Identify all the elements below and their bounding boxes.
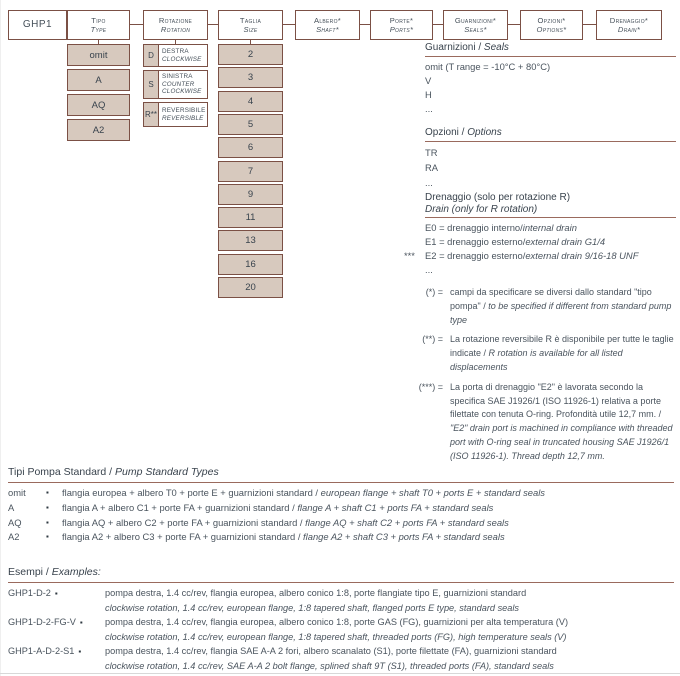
seals-section-title — [425, 42, 676, 54]
example-code — [8, 615, 105, 644]
example-row-2 — [8, 615, 674, 644]
rotation-desc — [159, 71, 207, 98]
title-it: Esempi / — [8, 566, 49, 578]
example-code-label: GHP1-D-2 — [8, 588, 51, 598]
header-label-en: Shaft* — [316, 25, 339, 34]
footnote-text-en: R rotation is available for all listed displacements — [450, 348, 623, 372]
header-box-taglia — [218, 10, 283, 40]
pump-type-row-omit — [8, 486, 674, 501]
size-option — [218, 137, 283, 158]
rotation-code: D — [144, 45, 159, 66]
header-label-it: Guarnizioni* — [454, 15, 497, 25]
header-box-albero — [295, 10, 360, 40]
connector-dash — [360, 24, 370, 25]
size-option — [218, 67, 283, 88]
pump-type-desc-en: flange A + shaft C1 + ports FA + standard seals — [297, 501, 494, 513]
footnote-label: (***) = — [418, 381, 443, 392]
drain-item-en: external drain 9/16-18 UNF — [525, 250, 639, 261]
examples-title — [8, 566, 674, 579]
size-label: 4 — [247, 96, 254, 107]
page-left-edge — [0, 0, 1, 676]
options-item: ... — [425, 177, 433, 188]
options-section — [425, 127, 676, 190]
title-it: Tipi Pompa Standard / — [8, 466, 113, 478]
drain-item-ellipsis — [425, 263, 676, 277]
footnote-text-it: campi da specificare se diversi dallo standard "tipo pompa" / — [450, 287, 652, 311]
example-desc-it: pompa destra, 1.4 cc/rev, flangia europea, albero conico 1:8, porte flangiate tipo E, guarnizioni standard — [105, 588, 527, 598]
drain-item-it: E0 = drenaggio interno/ — [425, 222, 523, 233]
rotation-desc-en: COUNTER CLOCKWISE — [162, 80, 202, 96]
option-label: A2 — [92, 124, 105, 136]
footnote-text — [450, 381, 678, 464]
square-bullet-icon: ▪ — [46, 502, 49, 512]
header-box-guarnizioni — [443, 10, 508, 40]
footnote-text — [450, 286, 678, 327]
size-option — [218, 207, 283, 228]
example-desc-it: pompa destra, 1.4 cc/rev, flangia SAE A-A 2 fori, albero scanalato (S1), porte filettate (FA), guarnizioni standard — [105, 646, 557, 656]
tipo-option-aq — [67, 94, 130, 116]
size-label: 11 — [245, 212, 256, 223]
footnote-2 — [406, 333, 678, 374]
header-label-en: Rotation — [160, 25, 191, 34]
square-bullet-icon: ▪ — [46, 517, 49, 527]
example-code — [8, 586, 105, 615]
title-en: Options — [467, 127, 502, 138]
footnote-text-en: "E2" drain port is machined in compliance with threaded port with O-ring seal in truncated housing SAE J1926/1 (ISO 11926-1). Thread depth 12,7 mm. — [450, 423, 673, 461]
example-row-1 — [8, 586, 674, 615]
footnote-text-it: La porta di drenaggio "E2" è lavorata secondo la specifica SAE J1926/1 (ISO 11926-1) relativa a porte filettate con tenuta O-ring. Profondità utile 12,7 mm. / — [450, 381, 662, 420]
size-label: 16 — [245, 259, 256, 270]
pump-type-desc-it: flangia europea + albero T0 + porte E + guarnizioni standard / — [62, 487, 318, 498]
pump-type-desc — [62, 530, 674, 545]
rotation-code: R** — [144, 103, 159, 126]
rotation-desc-it: DESTRA — [162, 47, 189, 55]
drain-section — [404, 192, 676, 277]
size-option — [218, 230, 283, 251]
rotation-code: S — [144, 71, 159, 98]
pump-type-code: A2 — [8, 531, 20, 543]
footnote-3 — [406, 381, 678, 464]
pump-standard-types-section — [8, 466, 674, 545]
drain-item-en: external drain G1/4 — [525, 236, 606, 247]
connector-dash — [208, 24, 218, 25]
pump-type-desc-en: flange A2 + shaft C3 + ports FA + standard seals — [303, 531, 505, 543]
rotation-desc — [159, 45, 207, 66]
code-box-ghp1 — [8, 10, 67, 40]
header-label-it: Taglia — [239, 15, 262, 25]
header-label-en: Ports* — [389, 25, 414, 34]
header-label-it: Tipo — [91, 15, 106, 25]
pump-type-row-a — [8, 501, 674, 516]
section-rule — [8, 482, 674, 483]
footnote-1 — [406, 286, 678, 327]
header-box-tipo — [67, 10, 130, 40]
header-label-it: Albero* — [313, 15, 342, 25]
drain-item-e2 — [404, 249, 676, 263]
root-label: GHP1 — [22, 18, 53, 30]
drain-item-it: E1 = drenaggio esterno/ — [425, 236, 526, 247]
rotation-desc-en: CLOCKWISE — [162, 55, 202, 63]
pump-type-desc-it: flangia AQ + albero C2 + porte FA + guarnizioni standard / — [62, 516, 303, 528]
pump-type-code: AQ — [8, 516, 22, 528]
options-section-title — [425, 127, 676, 139]
connector-dash — [583, 24, 596, 25]
drain-item-e1 — [425, 235, 676, 249]
header-box-opzioni — [520, 10, 583, 40]
drain-item-e0 — [425, 221, 676, 235]
options-item: RA — [425, 162, 439, 173]
title-en: Pump Standard Types — [115, 466, 219, 478]
drain-item-it: E2 = drenaggio esterno/ — [425, 250, 526, 261]
section-rule — [425, 56, 676, 57]
rotation-option-s — [143, 70, 208, 99]
footnotes — [406, 286, 678, 470]
square-bullet-icon: ▪ — [54, 589, 58, 598]
header-box-rotazione — [143, 10, 208, 40]
example-desc — [105, 586, 674, 615]
footnote-text-en: to be specified if different from standard pump type — [450, 300, 672, 325]
square-bullet-icon: ▪ — [46, 488, 49, 497]
examples-section — [8, 566, 674, 673]
size-label: 9 — [247, 189, 254, 200]
pump-type-desc — [62, 486, 674, 501]
size-option — [218, 184, 283, 205]
title-it: Drenaggio (solo per rotazione R) — [425, 192, 571, 203]
example-desc — [105, 615, 674, 644]
option-label: omit — [89, 49, 108, 61]
pump-type-row-a2 — [8, 530, 674, 545]
header-label-it: Drenaggio* — [609, 15, 649, 25]
section-rule — [425, 141, 676, 142]
rotation-desc-it: SINISTRA — [162, 73, 193, 81]
example-desc-it: pompa destra, 1.4 cc/rev, flangia europea, albero conico 1:8, porte GAS (FG), guarnizioni per alta temperatura (V) — [105, 617, 569, 627]
header-label-en: Drain* — [617, 25, 641, 34]
connector-dash — [508, 24, 520, 25]
option-label: A — [95, 74, 102, 86]
tipo-option-a — [67, 69, 130, 91]
rotation-option-d — [143, 44, 208, 67]
title-en: Examples: — [51, 566, 101, 578]
header-label-it: Rotazione — [158, 15, 193, 25]
footnote-label: (**) = — [422, 334, 443, 345]
connector-dash — [130, 24, 143, 25]
size-label: 5 — [247, 119, 254, 130]
tipo-option-a2 — [67, 119, 130, 141]
seals-item: ... — [425, 103, 433, 114]
size-label: 2 — [247, 49, 254, 60]
example-code-label: GHP1-D-2-FG-V — [8, 617, 76, 627]
seals-item: V — [425, 75, 432, 86]
rotation-desc-en: REVERSIBLE — [162, 114, 204, 122]
header-box-drenaggio — [596, 10, 662, 40]
example-desc-en: clockwise rotation, 1.4 cc/rev, european flange, 1:8 tapered shaft, threaded ports (FG), high temperature seals (V) — [105, 631, 567, 642]
drain-item-en: internal drain — [522, 222, 577, 233]
size-option — [218, 44, 283, 65]
connector-dash — [433, 24, 443, 25]
square-bullet-icon: ▪ — [79, 618, 83, 627]
seals-section — [425, 42, 676, 116]
size-option — [218, 91, 283, 112]
size-option — [218, 114, 283, 135]
size-option — [218, 277, 283, 298]
pump-type-code: A — [8, 501, 15, 513]
header-label-it: Porte* — [389, 15, 414, 25]
header-label-en: Type — [90, 25, 107, 34]
drain-item-it: ... — [425, 264, 433, 275]
pump-types-title — [8, 466, 674, 479]
rotation-option-r — [143, 102, 208, 127]
size-label: 3 — [247, 72, 254, 83]
example-code — [8, 644, 105, 673]
pump-type-desc-it: flangia A2 + albero C3 + porte FA + guarnizioni standard / — [62, 531, 301, 543]
title-it: Guarnizioni / — [425, 42, 482, 53]
size-label: 7 — [247, 166, 254, 177]
square-bullet-icon: ▪ — [46, 532, 49, 542]
header-box-porte — [370, 10, 433, 40]
header-label-en: Size — [243, 25, 258, 34]
header-label-en: Seals* — [464, 25, 487, 34]
pump-type-desc-it: flangia A + albero C1 + porte FA + guarnizioni standard / — [62, 501, 295, 513]
pump-type-row-aq — [8, 516, 674, 531]
title-en: Seals — [483, 42, 509, 53]
drain-item-prefix: *** — [404, 250, 415, 261]
options-item: TR — [425, 147, 438, 158]
rotation-desc — [159, 103, 207, 126]
pump-type-desc — [62, 501, 674, 516]
seals-item: omit (T range = -10°C + 80°C) — [425, 61, 551, 72]
seals-item: H — [425, 89, 432, 100]
rotation-desc-it: REVERSIBILE — [162, 106, 206, 114]
tipo-option-omit — [67, 44, 130, 66]
example-desc — [105, 644, 674, 673]
size-label: 13 — [245, 235, 256, 246]
section-rule — [8, 582, 674, 583]
connector-dash — [283, 24, 295, 25]
size-option — [218, 254, 283, 275]
header-label-it: Opzioni* — [537, 15, 566, 25]
drain-section-title — [425, 192, 676, 216]
header-label-en: Options* — [536, 25, 567, 34]
size-label: 20 — [245, 282, 256, 293]
pump-type-desc-en: flange AQ + shaft C2 + ports FA + standard seals — [305, 516, 509, 528]
size-option — [218, 161, 283, 182]
page-bottom-divider — [0, 673, 680, 674]
title-en: Drain (only for R rotation) — [425, 204, 538, 215]
option-label: AQ — [91, 99, 106, 111]
footnote-label: (*) = — [425, 287, 443, 297]
square-bullet-icon: ▪ — [78, 647, 82, 656]
example-code-label: GHP1-A-D-2-S1 — [8, 646, 75, 656]
example-desc-en: clockwise rotation, 1.4 cc/rev, SAE A-A 2 bolt flange, splined shaft 9T (S1), threaded ports (FA), standard seals — [105, 660, 554, 671]
footnote-text-it: La rotazione reversibile R è disponibile per tutte le taglie indicate / — [450, 334, 674, 359]
size-label: 6 — [247, 142, 254, 153]
footnote-text — [450, 333, 678, 374]
pump-type-code: omit — [8, 487, 26, 498]
title-it: Opzioni / — [425, 127, 465, 138]
pump-type-desc — [62, 516, 674, 531]
example-row-3 — [8, 644, 674, 673]
pump-type-desc-en: european flange + shaft T0 + ports E + standard seals — [320, 487, 545, 498]
section-rule — [425, 217, 676, 218]
example-desc-en: clockwise rotation, 1.4 cc/rev, european flange, 1:8 tapered shaft, flanged ports E type, standard seals — [105, 602, 520, 613]
